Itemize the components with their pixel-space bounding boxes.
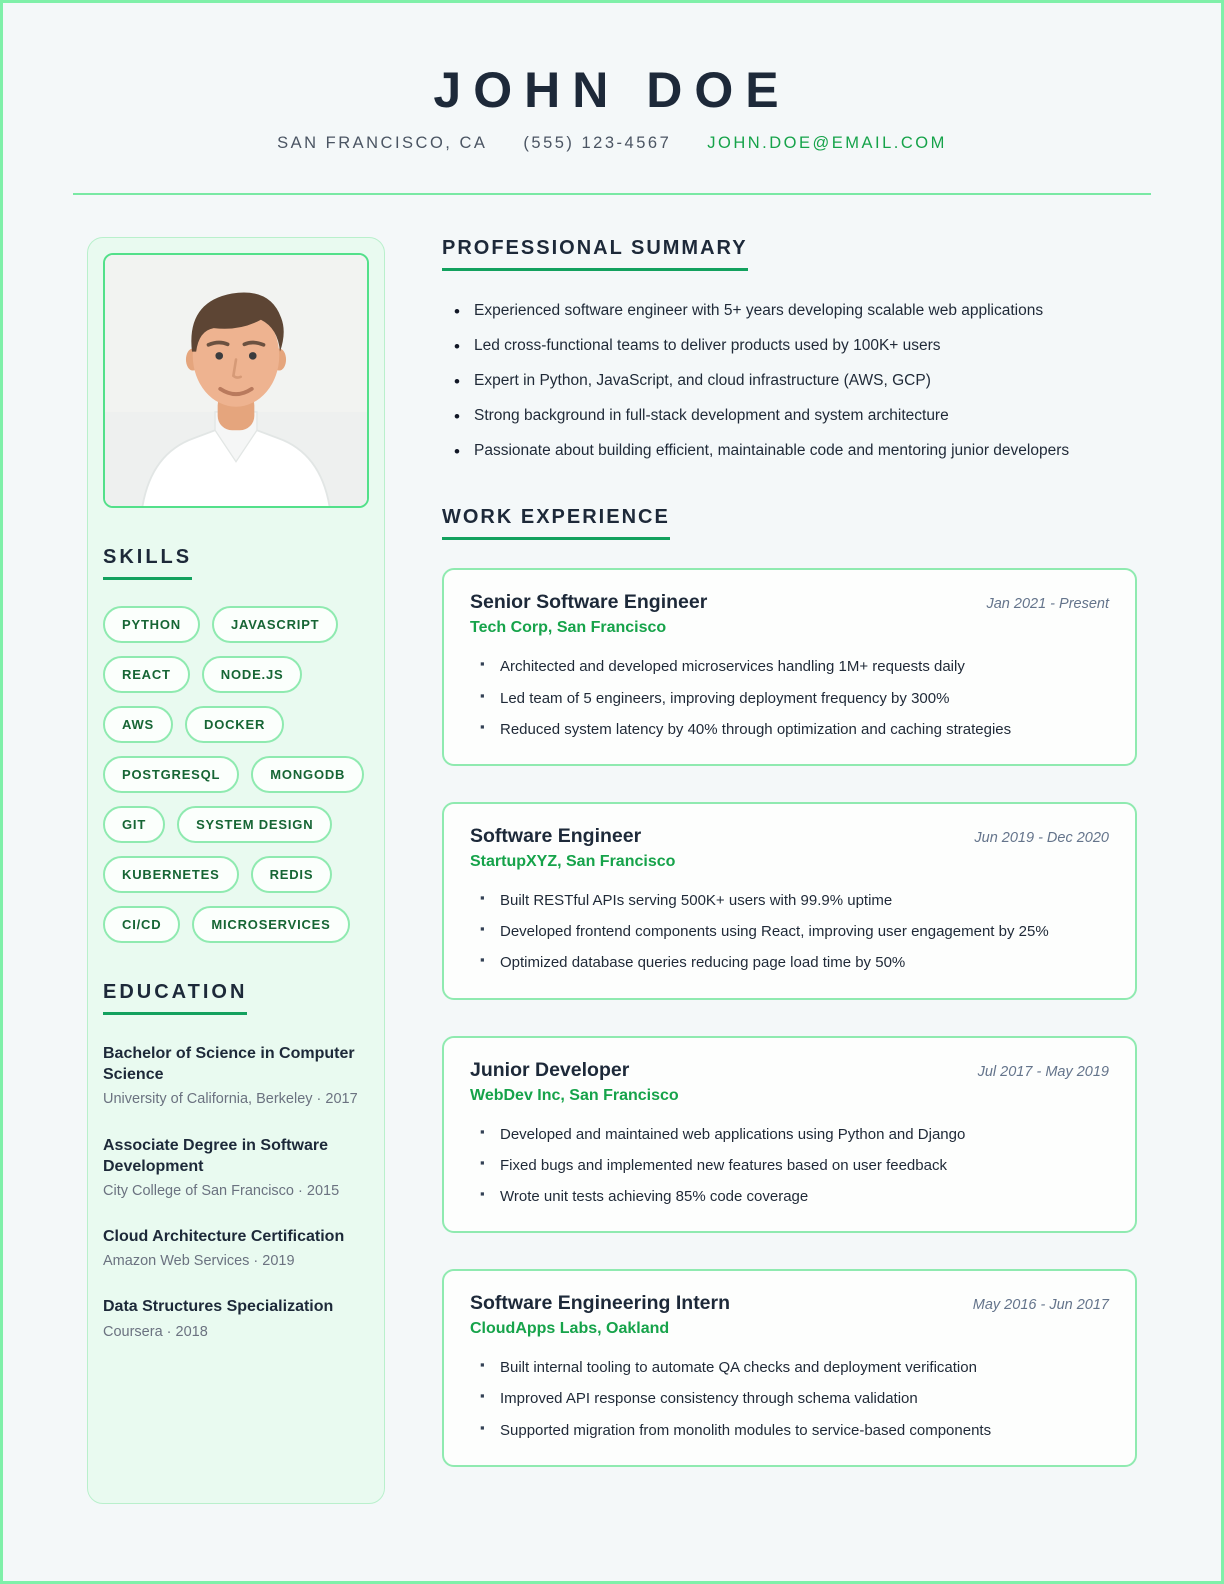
skill-pill: KUBERNETES bbox=[103, 856, 239, 893]
job-header bbox=[470, 591, 1109, 614]
candidate-name: JOHN DOE bbox=[433, 62, 791, 118]
job-bullet: ▪ Wrote unit tests achieving 85% code coverage bbox=[474, 1184, 1109, 1209]
skill-pill: GIT bbox=[103, 806, 165, 843]
experience-card bbox=[442, 1269, 1137, 1467]
profile-photo-illustration bbox=[105, 255, 367, 506]
education-detail: University of California, Berkeley · 2017 bbox=[103, 1091, 358, 1108]
experience-section bbox=[442, 506, 1137, 1466]
education-degree: Cloud Architecture Certification bbox=[103, 1228, 345, 1246]
summary-bullet: • Led cross-functional teams to deliver products used by 100K+ users bbox=[450, 332, 1137, 360]
contact-location: SAN FRANCISCO, CA bbox=[277, 134, 488, 152]
skill-pill: JAVASCRIPT bbox=[212, 606, 338, 643]
job-bullet: ▪ Architected and developed microservices handling 1M+ requests daily bbox=[474, 654, 1109, 679]
skill-pill: MONGODB bbox=[251, 756, 364, 793]
contact-email-link[interactable]: JOHN.DOE@EMAIL.COM bbox=[707, 134, 947, 152]
education-degree: Data Structures Specialization bbox=[103, 1298, 334, 1316]
experience-card bbox=[442, 568, 1137, 766]
job-bullet: ▪ Developed and maintained web applications using Python and Django bbox=[474, 1122, 1109, 1147]
education-item bbox=[103, 1135, 369, 1202]
job-bullet: ▪ Fixed bugs and implemented new features based on user feedback bbox=[474, 1153, 1109, 1178]
job-bullet: ▪ Improved API response consistency through schema validation bbox=[474, 1386, 1109, 1411]
skill-pill: SYSTEM DESIGN bbox=[177, 806, 332, 843]
job-company: CloudApps Labs, Oakland bbox=[470, 1320, 670, 1338]
summary-bullet: • Experienced software engineer with 5+ years developing scalable web applications bbox=[450, 297, 1137, 325]
skill-pill: NODE.JS bbox=[202, 656, 303, 693]
education-degree: Bachelor of Science in Computer Science bbox=[103, 1045, 355, 1084]
summary-bullet: • Strong background in full-stack development and system architecture bbox=[450, 402, 1137, 430]
job-bullet: ▪ Optimized database queries reducing page load time by 50% bbox=[474, 950, 1109, 975]
skill-pill: REDIS bbox=[251, 856, 333, 893]
contact-line bbox=[3, 134, 1221, 153]
summary-bullet: • Expert in Python, JavaScript, and cloud infrastructure (AWS, GCP) bbox=[450, 367, 1137, 395]
job-bullet: ▪ Supported migration from monolith modules to service-based components bbox=[474, 1418, 1109, 1443]
contact-phone: (555) 123-4567 bbox=[523, 134, 672, 152]
summary-bullet: • Passionate about building efficient, maintainable code and mentoring junior developers bbox=[450, 437, 1137, 465]
job-dates: Jan 2021 - Present bbox=[986, 596, 1109, 613]
header-divider bbox=[73, 193, 1151, 195]
header bbox=[3, 3, 1221, 195]
job-bullet-list bbox=[470, 1122, 1109, 1210]
skill-pill: REACT bbox=[103, 656, 190, 693]
job-title: Software Engineer bbox=[470, 825, 642, 848]
skills-list bbox=[103, 606, 369, 943]
skill-pill: PYTHON bbox=[103, 606, 200, 643]
education-section-title: EDUCATION bbox=[103, 981, 369, 1015]
skill-pill: AWS bbox=[103, 706, 173, 743]
education-degree: Associate Degree in Software Development bbox=[103, 1136, 328, 1175]
job-bullet: ▪ Built RESTful APIs serving 500K+ users with 99.9% uptime bbox=[474, 888, 1109, 913]
job-bullet: ▪ Built internal tooling to automate QA checks and deployment verification bbox=[474, 1355, 1109, 1380]
education-detail: City College of San Francisco · 2015 bbox=[103, 1182, 340, 1199]
education-detail: Amazon Web Services · 2019 bbox=[103, 1253, 295, 1270]
education-list bbox=[103, 1043, 369, 1342]
sidebar bbox=[87, 237, 385, 1504]
skill-pill: MICROSERVICES bbox=[192, 906, 349, 943]
profile-photo bbox=[103, 253, 369, 508]
education-detail: Coursera · 2018 bbox=[103, 1323, 208, 1340]
education-item bbox=[103, 1226, 369, 1271]
experience-cards bbox=[442, 568, 1137, 1466]
job-bullet: ▪ Developed frontend components using React, improving user engagement by 25% bbox=[474, 919, 1109, 944]
job-title: Software Engineering Intern bbox=[470, 1292, 731, 1315]
job-company: Tech Corp, San Francisco bbox=[470, 619, 667, 637]
job-bullet-list bbox=[470, 888, 1109, 976]
experience-card bbox=[442, 1036, 1137, 1234]
experience-card bbox=[442, 802, 1137, 1000]
skill-pill: CI/CD bbox=[103, 906, 180, 943]
job-dates: May 2016 - Jun 2017 bbox=[972, 1297, 1109, 1314]
job-company: WebDev Inc, San Francisco bbox=[470, 1086, 679, 1104]
job-bullet-list bbox=[470, 1355, 1109, 1443]
skill-pill: POSTGRESQL bbox=[103, 756, 239, 793]
education-item bbox=[103, 1296, 369, 1341]
job-dates: Jun 2019 - Dec 2020 bbox=[974, 830, 1109, 847]
job-bullet-list bbox=[470, 654, 1109, 742]
main-column bbox=[442, 237, 1137, 1504]
summary-section-title: PROFESSIONAL SUMMARY bbox=[442, 237, 1137, 271]
skills-section-title: SKILLS bbox=[103, 546, 369, 580]
job-header bbox=[470, 825, 1109, 848]
summary-section bbox=[442, 237, 1137, 464]
education-item bbox=[103, 1043, 369, 1110]
job-header bbox=[470, 1292, 1109, 1315]
job-title: Junior Developer bbox=[470, 1058, 630, 1081]
skill-pill: DOCKER bbox=[185, 706, 284, 743]
job-bullet: ▪ Reduced system latency by 40% through optimization and caching strategies bbox=[474, 717, 1109, 742]
job-title: Senior Software Engineer bbox=[470, 591, 708, 614]
job-dates: Jul 2017 - May 2019 bbox=[977, 1063, 1109, 1080]
job-bullet: ▪ Led team of 5 engineers, improving deployment frequency by 300% bbox=[474, 686, 1109, 711]
summary-bullet-list bbox=[442, 297, 1137, 464]
content-columns bbox=[3, 237, 1221, 1504]
job-company: StartupXYZ, San Francisco bbox=[470, 853, 676, 871]
experience-section-title: WORK EXPERIENCE bbox=[442, 506, 1137, 540]
job-header bbox=[470, 1059, 1109, 1082]
